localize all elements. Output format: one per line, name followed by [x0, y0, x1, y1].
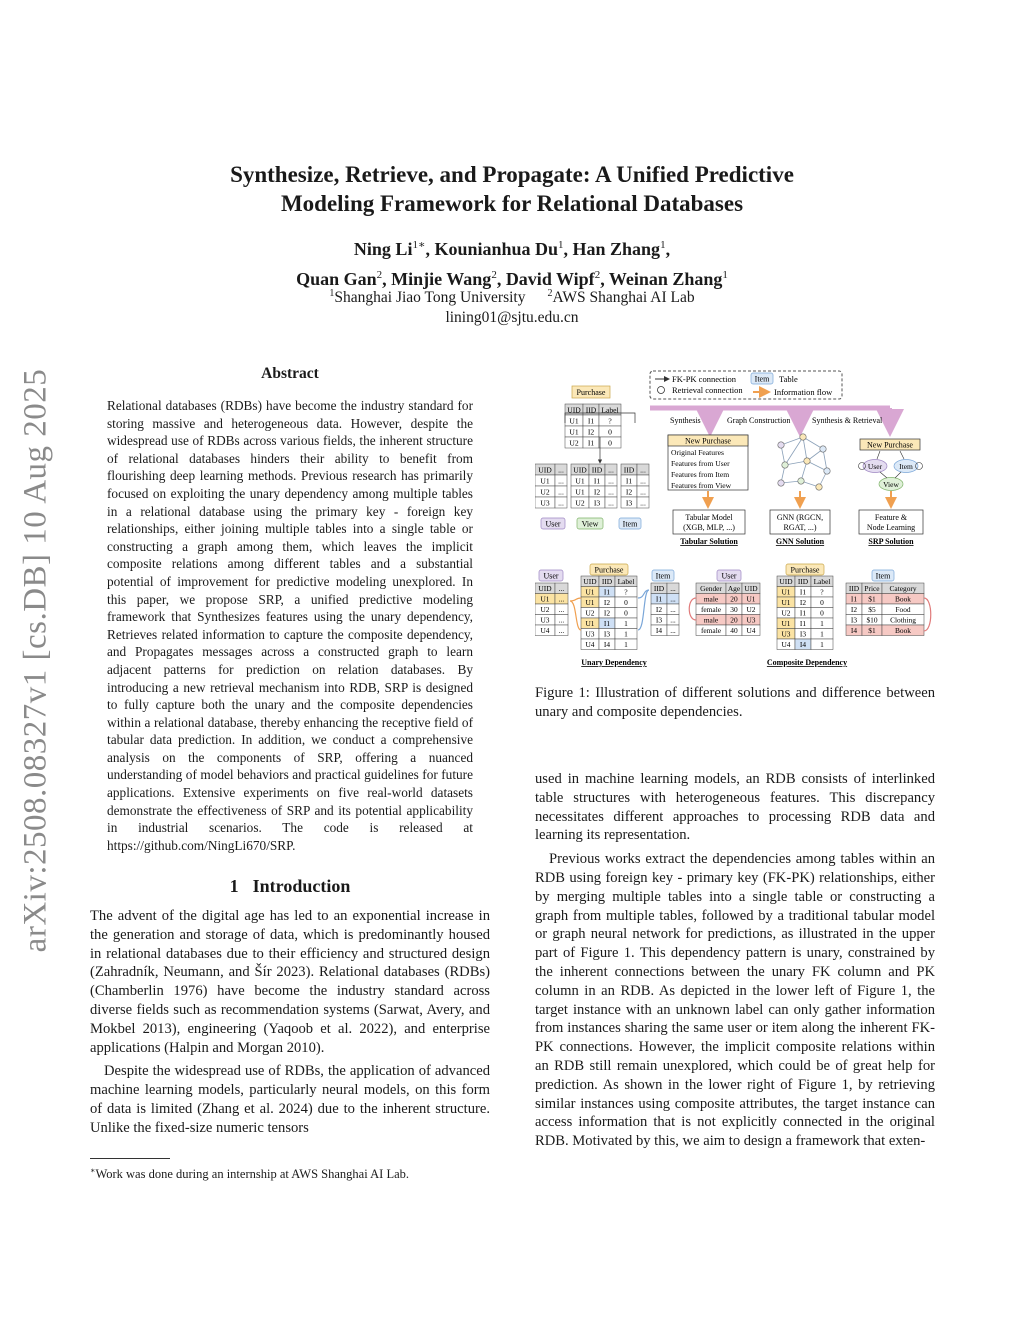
footnote — [90, 1163, 490, 1182]
table-cell-text: 20 — [730, 594, 738, 604]
table-cell-text: UID — [779, 577, 793, 586]
table-cell-text: U1 — [746, 594, 756, 604]
arxiv-id-text: arXiv:2508.08327v1 [cs.DB] 10 Aug 2025 — [17, 368, 54, 952]
srp-new-purchase-text: New Purchase — [867, 440, 913, 450]
user-chip-text: User — [721, 571, 737, 581]
table-cell-text: 20 — [730, 615, 738, 625]
table-cell-text: I3 — [603, 629, 611, 639]
author-name: Weinan Zhang — [608, 269, 723, 289]
gnn-model-name: GNN (RGCN, — [776, 513, 824, 522]
table-cell-text: 1 — [624, 629, 628, 639]
srp-solution-label: SRP Solution — [868, 537, 914, 546]
table-cell-text: U1 — [781, 619, 791, 628]
table-cell-text: U2 — [575, 498, 585, 508]
table-cell-text: 0 — [624, 598, 628, 607]
table-cell-text: Label — [617, 577, 635, 586]
table-cell-text: 0 — [820, 598, 824, 607]
author-sep: , — [563, 239, 573, 259]
table-cell-text: $5 — [868, 605, 876, 614]
item-chip-text: Item — [622, 519, 638, 529]
table-cell-text: U4 — [746, 626, 756, 635]
table-cell-text: Price — [864, 584, 880, 593]
flow-synthesis: Synthesis — [670, 416, 701, 425]
table-cell-text: IID — [848, 584, 860, 593]
composite-item-retrieval — [924, 598, 931, 631]
table-cell-text: U4 — [781, 640, 791, 649]
table-cell-text: I1 — [799, 619, 807, 628]
table-cell-text: I3 — [655, 615, 663, 625]
table-cell-text: $10 — [866, 615, 878, 625]
purchase-chip-text: Purchase — [594, 565, 624, 575]
table-cell-text: U1 — [781, 598, 791, 607]
graph-node — [778, 480, 784, 486]
affiliations — [130, 284, 894, 328]
table-cell-text: ... — [608, 465, 614, 475]
author-name: Quan Gan — [296, 269, 377, 289]
unary-label: Unary Dependency — [581, 658, 647, 667]
rdb-example — [535, 386, 649, 529]
unary-purchase-table — [581, 576, 637, 650]
figure-1-diagram — [535, 367, 935, 672]
table-cell-text: 1 — [624, 619, 628, 628]
table-cell-text: U3 — [585, 629, 595, 639]
legend-info-flow: Information flow — [774, 387, 833, 397]
table-cell-text: I4 — [850, 626, 858, 635]
user-table — [535, 464, 567, 508]
table-cell-text: Book — [894, 594, 912, 604]
composite-item-table — [846, 583, 924, 636]
unary-dependency — [535, 564, 679, 667]
srp-model-line: Node Learning — [866, 523, 916, 532]
table-cell-text: Book — [894, 626, 912, 635]
figure-legend — [650, 371, 842, 399]
table-cell-text: 0 — [608, 427, 612, 437]
footnote-rule — [90, 1158, 170, 1159]
composite-user-table — [696, 583, 760, 636]
table-cell-text: I2 — [625, 487, 633, 497]
flow-synthesis-retrieval: Synthesis & Retrieval — [812, 416, 883, 425]
table-cell-text: I2 — [603, 598, 611, 607]
affiliation-aws: AWS Shanghai AI Lab — [552, 289, 695, 307]
legend-retrieval: Retrieval connection — [672, 385, 743, 395]
user-chip-text: User — [545, 519, 561, 529]
title-line-1: Synthesize, Retrieve, and Propagate: A Unified Predictive — [230, 162, 794, 187]
author-sup: 1 — [558, 239, 564, 251]
section-title: Introduction — [252, 876, 351, 896]
author-sup: 2 — [491, 269, 497, 281]
gnn-solution — [770, 434, 830, 546]
feature-line: Features from View — [671, 481, 732, 490]
table-cell-text: I1 — [593, 476, 601, 486]
table-cell-text: IID — [585, 405, 597, 415]
table-cell-text: IID — [601, 577, 613, 586]
graph-node — [816, 484, 822, 490]
paper-title — [130, 160, 894, 218]
affiliation-line — [130, 284, 894, 308]
legend-table: Table — [779, 374, 798, 384]
affiliation-sjtu: Shanghai Jiao Tong University — [334, 289, 526, 307]
author-name: Han Zhang — [572, 239, 661, 259]
item-chip-text: Item — [655, 571, 671, 581]
author-line-1 — [130, 232, 894, 262]
srp-user-label: User — [867, 462, 883, 471]
table-cell-text: IID — [653, 584, 665, 593]
table-cell-text: I1 — [603, 619, 611, 628]
intro-left-column — [90, 907, 490, 1138]
gnn-solution-label: GNN Solution — [775, 537, 825, 546]
table-cell-text: ... — [670, 605, 676, 614]
flow-arrows — [650, 408, 890, 429]
legend-fkpk: FK-PK connection — [672, 374, 736, 384]
author-list — [130, 232, 894, 292]
graph-node — [824, 468, 830, 474]
author-sup: 1∗ — [412, 239, 426, 251]
feature-line: Features from Item — [671, 470, 730, 479]
feature-line: Original Features — [671, 448, 724, 457]
table-cell-text: 1 — [820, 619, 824, 628]
affiliation-sup: 1 — [329, 288, 335, 299]
view-chip-text: View — [581, 519, 599, 529]
table-cell-text: U1 — [575, 487, 585, 497]
user-chip-text: User — [543, 571, 559, 581]
table-cell-text: I2 — [603, 608, 611, 618]
table-cell-text: ... — [558, 594, 565, 604]
unary-user-links — [570, 598, 581, 630]
table-cell-text: I3 — [850, 615, 858, 625]
table-cell-text: U1 — [585, 619, 595, 628]
table-cell-text: $1 — [868, 594, 876, 604]
table-cell-text: U2 — [746, 605, 756, 614]
unary-user-table — [535, 583, 568, 636]
graph-node — [804, 458, 810, 464]
footnote-mark: ∗ — [90, 1166, 96, 1175]
unary-item-links — [638, 590, 649, 630]
graph-node — [820, 446, 826, 452]
table-cell-text: ... — [670, 626, 676, 635]
author-sep: , — [600, 269, 609, 289]
section-number: 1 — [229, 876, 239, 896]
tabular-solution — [668, 435, 748, 546]
table-cell-text: I2 — [587, 427, 595, 437]
table-cell-text: ... — [640, 498, 646, 508]
table-cell-text: U1 — [585, 598, 595, 607]
table-cell-text: U1 — [569, 416, 579, 426]
tabular-solution-label: Tabular Solution — [680, 537, 738, 546]
affiliation-sup: 2 — [547, 288, 553, 299]
table-cell-text: ... — [670, 615, 676, 625]
table-cell-text: UID — [538, 584, 552, 593]
table-cell-text: I3 — [799, 629, 807, 639]
unary-item-table — [651, 583, 679, 636]
table-cell-text: U2 — [540, 605, 550, 614]
table-cell-text: ... — [640, 465, 646, 475]
table-cell-text: UID — [573, 465, 587, 475]
feature-line: Features from User — [671, 459, 730, 468]
abstract-heading: Abstract — [261, 365, 319, 382]
author-sep: , — [425, 239, 435, 259]
table-cell-text: ? — [624, 587, 628, 597]
table-cell-text: ... — [670, 584, 676, 593]
table-cell-text: ... — [608, 476, 614, 486]
table-cell-text: U3 — [540, 615, 550, 625]
graph-edge — [803, 437, 807, 461]
table-cell-text: Label — [601, 405, 619, 415]
table-cell-text: 1 — [624, 640, 628, 649]
table-cell-text: ? — [608, 416, 612, 426]
table-cell-text: I4 — [799, 640, 807, 649]
table-cell-text: ... — [558, 615, 565, 625]
flow-graph-construction: Graph Construction — [727, 416, 791, 425]
email: lining01@sjtu.edu.cn — [445, 309, 579, 327]
item-table — [621, 464, 649, 508]
tabular-model-name: Tabular Model — [685, 513, 733, 522]
table-cell-text: U1 — [569, 427, 579, 437]
table-cell-text: I1 — [603, 587, 611, 597]
table-cell-text: Clothing — [890, 615, 916, 625]
graph-node — [798, 478, 804, 484]
table-cell-text: I2 — [850, 605, 858, 614]
table-cell-text: 0 — [608, 438, 612, 448]
author-name: Minjie Wang — [391, 269, 492, 289]
table-cell-text: female — [700, 605, 722, 614]
table-cell-text: I3 — [593, 498, 601, 508]
new-purchase-title: New Purchase — [685, 436, 731, 446]
table-cell-text: U2 — [781, 608, 791, 618]
graph-edge — [781, 437, 803, 445]
table-cell-text: male — [703, 594, 719, 604]
author-sep: , — [665, 239, 671, 259]
section-heading — [90, 876, 490, 897]
table-cell-text: ... — [558, 498, 564, 508]
table-cell-text: 40 — [730, 626, 738, 635]
composite-user-retrieval — [689, 598, 696, 620]
table-cell-text: U4 — [540, 626, 550, 635]
table-cell-text: ... — [670, 594, 676, 604]
srp-item-label: Item — [899, 462, 913, 471]
table-cell-text: UID — [583, 577, 597, 586]
author-sup: 1 — [722, 269, 728, 281]
table-cell-text: UID — [744, 584, 758, 593]
srp-model-line: Feature & — [874, 513, 908, 522]
table-cell-text: 0 — [820, 608, 824, 618]
retrieval-arrow-icon — [658, 387, 665, 394]
table-cell-text: ... — [558, 605, 565, 614]
table-cell-text: female — [700, 626, 722, 635]
author-name: Kounianhua Du — [434, 239, 559, 259]
table-cell-text: U3 — [746, 615, 756, 625]
table-cell-text: ... — [558, 584, 565, 593]
intro-paragraph: Previous works extract the dependencies among tables within an RDB using foreign key - primary key (FK-PK) relationships, either by merging multiple tables into a single table or constructing a graph from multiple tables, followed by a traditional tabular model or graph neural network for predictions, as illustrated in the upper part of Figure 1. This dependency pattern is unary, constrained by the inherent connections between the unary FK column and PK column in an RDB. As depicted in the lower left of Figure 1, the target instance with an unknown label can only gather information from instances sharing the same user or item along the inherent FK-PK connections. However, the implicit composite relations within an RDB still remain unexplored, which could be of great help for prediction. As shown in the lower right of Figure 1, by retrieving similar instances using composite attributes, the target instance can access information that is not explicitly connected in the original RDB. Motivated by this, we aim to design a framework that exten- — [535, 851, 935, 1150]
table-cell-text: I2 — [799, 598, 807, 607]
item-chip-text: Item — [875, 571, 891, 581]
table-cell-text: IID — [623, 465, 635, 475]
author-name: Ning Li — [353, 239, 413, 259]
figure-1 — [535, 367, 935, 677]
table-cell-text: I1 — [625, 476, 633, 486]
table-cell-text: Label — [813, 577, 831, 586]
figure-caption: Figure 1: Illustration of different solutions and difference between unary and composite dependencies. — [535, 685, 935, 720]
table-cell-text: ... — [640, 476, 646, 486]
table-cell-text: U4 — [585, 640, 595, 649]
table-cell-text: Category — [889, 584, 917, 593]
table-cell-text: IID — [591, 465, 603, 475]
table-cell-text: 1 — [820, 629, 824, 639]
purchase-chip-text: Purchase — [576, 388, 606, 397]
composite-dependency — [689, 564, 931, 667]
composite-purchase-table — [777, 576, 833, 650]
intro-paragraph: Despite the widespread use of RDBs, the application of advanced machine learning models, particularly neural models, on this form of data is limited (Zhang et al. 2024) due to the inherent structure. Unlike the fixed-size numeric tensors — [90, 1063, 490, 1136]
table-cell-text: I4 — [603, 640, 611, 649]
author-sep: , — [382, 269, 392, 289]
gnn-graph-icon — [778, 434, 830, 490]
table-cell-text: ... — [608, 487, 614, 497]
table-cell-text: Gender — [700, 584, 722, 593]
table-cell-text: U2 — [569, 438, 579, 448]
abstract-text: Relational databases (RDBs) have become the industry standard for storing massive and heterogeneous data. However, despite the widespread use of RDBs across various fields, the inherent structure of relational databases hinders their ability to benefit from flourishing deep learning methods. Previous research has primarily focused on exploiting the unary dependency among multiple tables in a relational database using the primary key - foreign key relationships, either joining multiple tables into a single table or constructing a graph among them, which leaves the implicit composite relations among different tables and a substantial potential of improvement for predictive modeling unexplored. In this paper, we propose SRP, a unified predictive modeling framework that Synthesizes features using the unary dependency, Retrieves related information to capture the composite dependency, and Propagates messages across a constructed graph to learn adjacent patterns for prediction on relation databases. By introducing a new retrieval mechanism into RDB, SRP is designed to fully capture both the unary and the composite dependencies within a relational database, thereby enhancing the receptive field of tabular data prediction. In addition, we conduct a comprehensive analysis on the components of SRP, offering a nuanced understanding of model behaviors and practical guidelines for future applications. Extensive experiments on five real-world datasets demonstrate the effectiveness of SRP and its potential applicability in industrial scenarios. The code is released at https://github.com/NingLi670/SRP. — [107, 398, 473, 853]
table-cell-text: $1 — [868, 626, 876, 635]
author-sep: , — [496, 269, 506, 289]
author-name: David Wipf — [505, 269, 595, 289]
table-cell-text: ... — [608, 498, 614, 508]
graph-edge — [785, 437, 803, 465]
intro-paragraph: used in machine learning models, an RDB consists of interlinked table structures with heterogeneous features. This discrepancy necessitates different approaches to processing RDB data and learning its representation. — [535, 771, 935, 844]
table-cell-text: 30 — [730, 605, 738, 614]
table-cell-text: I3 — [625, 498, 633, 508]
table-cell-text: I1 — [799, 587, 807, 597]
footnote-text: Work was done during an internship at AWS Shanghai AI Lab. — [95, 1167, 409, 1182]
table-cell-text: I2 — [593, 487, 601, 497]
table-cell-text: Food — [895, 605, 911, 614]
table-cell-text: I1 — [655, 594, 663, 604]
srp-solution — [859, 439, 924, 546]
table-cell-text: Age — [727, 584, 741, 593]
table-cell-text: ... — [558, 487, 564, 497]
author-sup: 2 — [594, 269, 601, 281]
intro-paragraph: The advent of the digital age has led to an exponential increase in the generation and storage of data, which is predominantly housed in relational databases due to their efficiency and structured design (Zahradník, Neumann, and Šír 2023). Relational databases (RDBs) (Chamberlin 1976) have become the industry standard across diverse fields such as recommendation systems (Sarwat, Avery, and Mokbel 2013), engineering (Yaqoob et al. 2022), and enterprise applications (Halpin and Morgan 2010). — [90, 908, 490, 1056]
legend-chip-text: Item — [754, 374, 770, 384]
table-cell-text: U1 — [540, 594, 550, 604]
table-cell-text: U3 — [781, 629, 791, 639]
table-cell-text: U2 — [540, 487, 550, 497]
graph-node — [778, 442, 784, 448]
table-cell-text: ... — [558, 626, 565, 635]
tabular-model-examples: (XGB, MLP, ...) — [683, 523, 735, 532]
table-cell-text: ... — [640, 487, 646, 497]
table-cell-text: ... — [558, 476, 564, 486]
graph-node — [800, 434, 806, 440]
table-cell-text: I1 — [587, 416, 595, 426]
purchase-table — [565, 404, 621, 448]
author-sup: 2 — [376, 269, 383, 281]
arxiv-identifier — [6, 360, 66, 960]
table-cell-text: 0 — [624, 608, 628, 618]
intro-right-column — [535, 770, 935, 1151]
author-sup: 1 — [660, 239, 666, 251]
graph-node — [782, 462, 788, 468]
gnn-model-examples: RGAT, ...) — [783, 523, 817, 532]
purchase-chip-text: Purchase — [790, 565, 820, 575]
table-cell-text: I1 — [850, 594, 858, 604]
table-cell-text: I2 — [655, 605, 663, 614]
composite-label: Composite Dependency — [766, 658, 848, 667]
table-cell-text: U1 — [781, 587, 791, 597]
table-cell-text: UID — [567, 405, 581, 415]
table-cell-text: UID — [538, 465, 552, 475]
table-cell-text: ... — [558, 465, 564, 475]
table-cell-text: male — [703, 615, 719, 625]
table-cell-text: U1 — [585, 587, 595, 597]
srp-view-label: View — [883, 480, 899, 489]
table-cell-text: U1 — [540, 476, 550, 486]
table-cell-text: I1 — [799, 608, 807, 618]
view-table — [571, 464, 617, 508]
table-cell-text: U3 — [540, 498, 550, 508]
table-cell-text: I4 — [655, 626, 663, 635]
title-line-2: Modeling Framework for Relational Databases — [280, 191, 744, 216]
table-cell-text: ? — [820, 587, 824, 597]
table-cell-text: 1 — [820, 640, 824, 649]
table-cell-text: U1 — [575, 476, 585, 486]
table-cell-text: IID — [797, 577, 809, 586]
table-cell-text: U2 — [585, 608, 595, 618]
table-cell-text: I1 — [587, 438, 595, 448]
